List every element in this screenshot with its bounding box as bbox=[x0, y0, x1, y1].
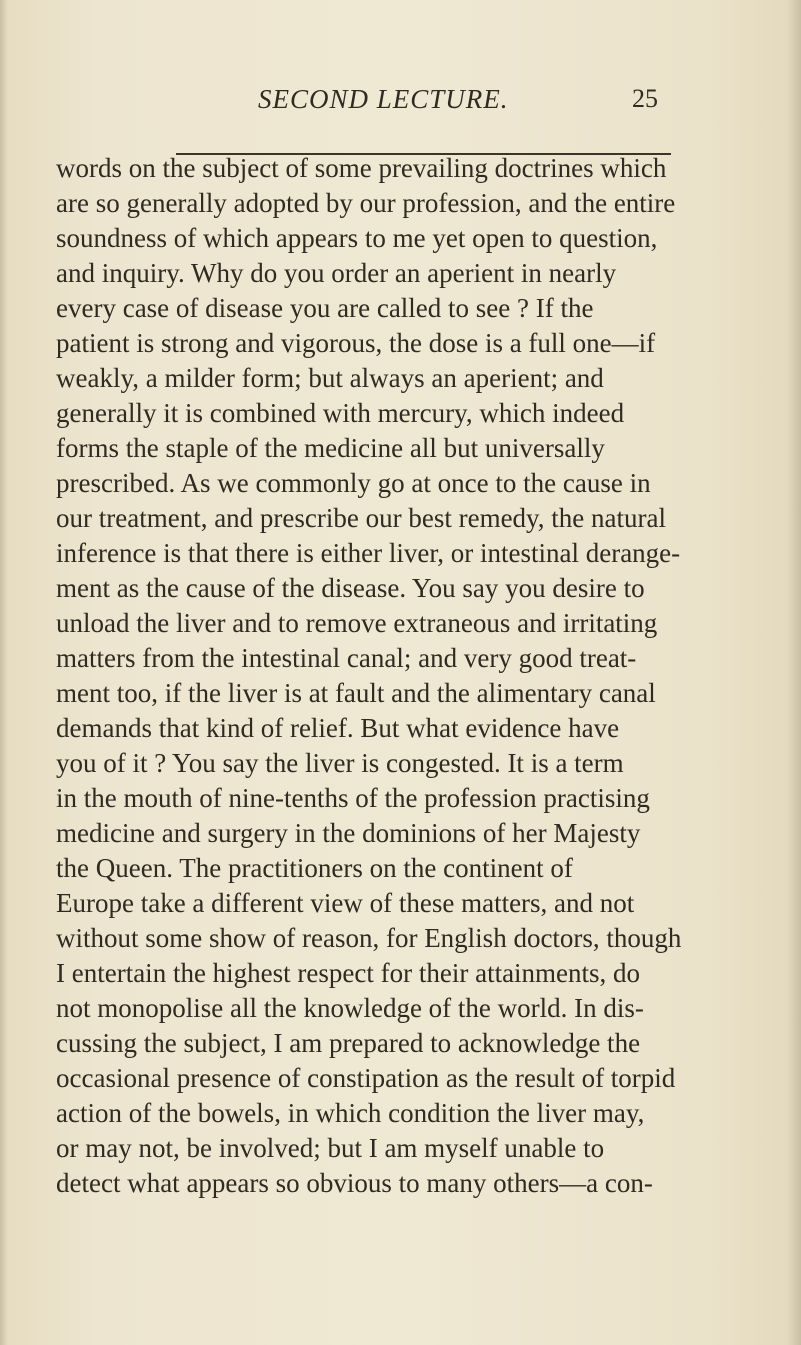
text-line: forms the staple of the medicine all but universally bbox=[56, 433, 605, 463]
text-line: weakly, a milder form; but always an aperient; and bbox=[56, 363, 604, 393]
page-edge-shadow bbox=[787, 0, 801, 1345]
page-number: 25 bbox=[632, 84, 658, 113]
text-line: matters from the intestinal canal; and very good treat- bbox=[56, 643, 637, 673]
text-line: inference is that there is either liver, or intestinal derange- bbox=[56, 538, 681, 568]
text-line: detect what appears so obvious to many others—a con- bbox=[56, 1168, 653, 1198]
text-line: are so generally adopted by our profession, and the entire bbox=[56, 188, 676, 218]
text-line: the Queen. The practitioners on the continent of bbox=[56, 853, 573, 883]
text-line: you of it ? You say the liver is congested. It is a term bbox=[56, 748, 624, 778]
text-line: Europe take a different view of these matters, and not bbox=[56, 888, 635, 918]
text-line: not monopolise all the knowledge of the world. In dis- bbox=[56, 993, 644, 1023]
text-line: I entertain the highest respect for their attainments, do bbox=[56, 958, 641, 988]
text-line: cussing the subject, I am prepared to acknowledge the bbox=[56, 1028, 641, 1058]
text-line: our treatment, and prescribe our best remedy, the natural bbox=[56, 503, 667, 533]
text-line: ment too, if the liver is at fault and the alimentary canal bbox=[56, 678, 656, 708]
text-line: unload the liver and to remove extraneous and irritating bbox=[56, 608, 658, 638]
text-line: in the mouth of nine-tenths of the profession practising bbox=[56, 783, 650, 813]
text-line: demands that kind of relief. But what evidence have bbox=[56, 713, 620, 743]
text-line: every case of disease you are called to see ? If the bbox=[56, 293, 594, 323]
text-line: soundness of which appears to me yet open to question, bbox=[56, 223, 658, 253]
text-line: without some show of reason, for English doctors, though bbox=[56, 923, 682, 953]
text-line: words on the subject of some prevailing doctrines which bbox=[56, 153, 667, 183]
running-head: SECOND LECTURE. bbox=[258, 84, 509, 114]
text-line: action of the bowels, in which condition the liver may, bbox=[56, 1098, 645, 1128]
text-line: ment as the cause of the disease. You say you desire to bbox=[56, 573, 645, 603]
text-line: prescribed. As we commonly go at once to the cause in bbox=[56, 468, 651, 498]
text-line: medicine and surgery in the dominions of her Majesty bbox=[56, 818, 641, 848]
page-header bbox=[0, 70, 801, 120]
text-line: or may not, be involved; but I am myself unable to bbox=[56, 1133, 605, 1163]
page-gutter-shadow bbox=[0, 0, 8, 1345]
text-line: and inquiry. Why do you order an aperient in nearly bbox=[56, 258, 617, 288]
text-line: generally it is combined with mercury, which indeed bbox=[56, 398, 625, 428]
text-line: occasional presence of constipation as the result of torpid bbox=[56, 1063, 676, 1093]
body-text bbox=[56, 153, 732, 1203]
text-line: patient is strong and vigorous, the dose is a full one—if bbox=[56, 328, 656, 358]
